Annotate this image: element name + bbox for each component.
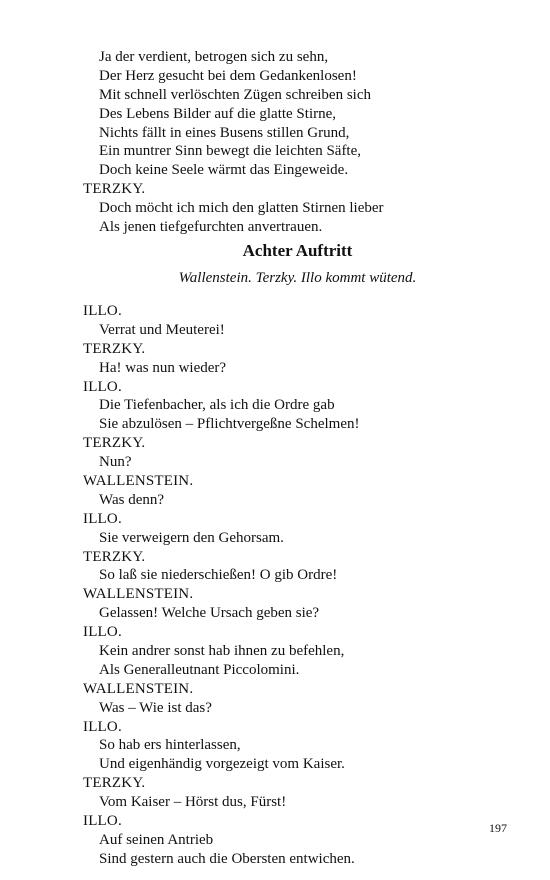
speaker-name: ILLO. <box>83 624 122 641</box>
speaker-name: TERZKY. <box>83 435 146 452</box>
verse-line: Und eigenhändig vorgezeigt vom Kaiser. <box>99 756 345 773</box>
verse-line: Sind gestern auch die Obersten entwichen. <box>99 850 355 867</box>
speaker-name: TERZKY. <box>83 548 146 565</box>
verse-line: Auf seinen Antrieb <box>99 831 214 848</box>
speaker-name: WALLENSTEIN. <box>83 586 194 603</box>
verse-line: Nichts fällt in eines Busens stillen Grund, <box>99 124 350 141</box>
dialogue-block <box>83 302 503 869</box>
scene-heading: Achter Auftritt <box>242 241 353 260</box>
speaker-name: ILLO. <box>83 813 122 830</box>
verse-line: Des Lebens Bilder auf die glatte Stirne, <box>99 105 337 122</box>
verse-line: Als jenen tiefgefurchten anvertrauen. <box>99 219 323 236</box>
verse-line: Ein muntrer Sinn bewegt die leichten Säfte, <box>99 143 362 160</box>
speaker-name: TERZKY. <box>83 775 146 792</box>
speaker-name: TERZKY. <box>83 340 146 357</box>
verse-line: Die Tiefenbacher, als ich die Ordre gab <box>99 397 335 414</box>
verse-line: Der Herz gesucht bei dem Gedankenlosen! <box>99 67 357 84</box>
verse-line: Sie verweigern den Gehorsam. <box>99 529 284 546</box>
verse-line: Sie abzulösen – Pflichtvergeßne Schelmen! <box>99 416 360 433</box>
verse-line: So laß sie niederschießen! O gib Ordre! <box>99 567 338 584</box>
verse-line: Doch keine Seele wärmt das Eingeweide. <box>99 162 349 179</box>
speaker-name: WALLENSTEIN. <box>83 680 194 697</box>
verse-line: Mit schnell verlöschten Zügen schreiben sich <box>99 86 372 103</box>
verse-block-top <box>83 48 503 237</box>
speaker-name: ILLO. <box>83 510 122 527</box>
verse-line: Als Generalleutnant Piccolomini. <box>99 661 300 678</box>
verse-line: Was denn? <box>99 491 165 508</box>
verse-line: Vom Kaiser – Hörst dus, Fürst! <box>99 794 287 811</box>
verse-line: Verrat und Meuterei! <box>99 321 225 338</box>
verse-line: Kein andrer sonst hab ihnen zu befehlen, <box>99 643 345 660</box>
verse-line: Doch möcht ich mich den glatten Stirnen lieber <box>99 200 384 217</box>
page-number: 197 <box>489 821 507 835</box>
verse-line: So hab ers hinterlassen, <box>99 737 241 754</box>
speaker-name: ILLO. <box>83 303 122 319</box>
speaker-name: ILLO. <box>83 718 122 735</box>
stage-direction: Wallenstein. Terzky. Illo kommt wütend. <box>178 270 417 286</box>
verse-line: Nun? <box>99 454 132 471</box>
speaker-name: ILLO. <box>83 378 122 395</box>
verse-line: Was – Wie ist das? <box>99 699 212 716</box>
verse-line: Gelassen! Welche Ursach geben sie? <box>99 605 320 622</box>
verse-line: Ha! was nun wieder? <box>99 359 227 376</box>
verse-line: Ja der verdient, betrogen sich zu sehn, <box>99 49 329 65</box>
speaker-name: TERZKY. <box>83 181 146 198</box>
speaker-name: WALLENSTEIN. <box>83 473 194 490</box>
